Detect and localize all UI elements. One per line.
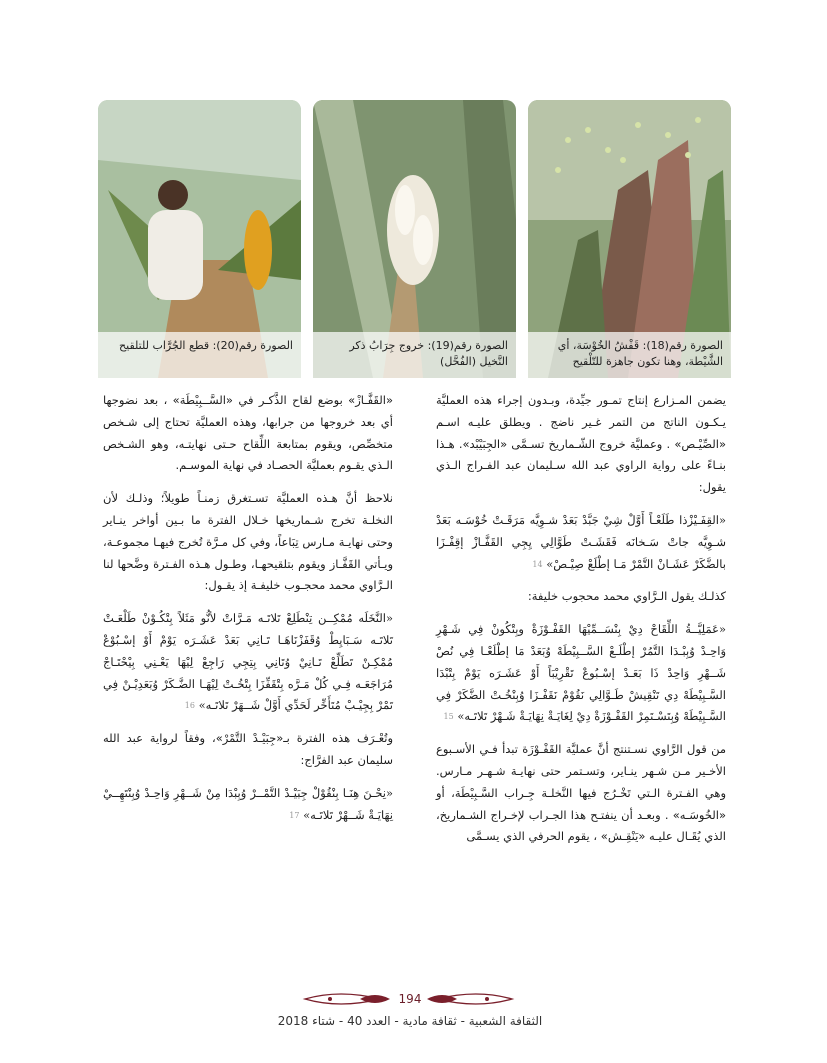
paragraph: وتُعْـرَف هذه الفترة بـ«جِبَيْـدْ التَّمْرْ»، وفقاً لرواية عبد الله سليمان عبد الفرَّاج: xyxy=(103,731,393,767)
quote-paragraph: «القِفَـيْزْذا طَلَعْـاً أَوَّلْ شِيْ جَبَّدْ بَعَدْ شـوِيَّه مَرَقَـتْ خُوْسَـه بَعَدْ شـوِيَّه جاتْ سَـخانَه فَقَشَـتْ طَوَّالِي يِجِي القَفَّـازْ إقِفْـزَا بالضَّكَرْ عَشَـانْ التَّمْرْ مَـا إطْلَعْ صِيْـصْ» $^{14}$ xyxy=(436,512,726,571)
photo-male-flower xyxy=(313,100,516,378)
photo-caption: الصورة رقم(20): قطع الجُرَّاب للتلقيح xyxy=(98,332,301,378)
quote-paragraph: «نِحْـنَ هِنَـا بِنْقُوْلْ جِبَيْـدْ التَّمْــرْ وُبِبْدَا مِنْ شَــهْرِ وَاحِـدْ وُبِنْتَهِــيْ نِهَايَـةْ شَــهْرْ تَلاتَـه» $^{17}$ xyxy=(103,785,393,822)
paragraph: «القَفَّـازْ» بوضع لقاح الذَّكـر في «السَّــبِيْطَة» ، بعد نضوجها أي بعد خروجها من جرابها، وهذه العمليَّة تحتاج إلى شـخص متخصِّص، ويقوم بمتابعة اللِّقاح حـتى نهايتـه، وهو الشـخص الـذي يقـوم بعمليَّة الحصـاد في نهاية الموسـم. xyxy=(103,393,393,473)
text-column-right xyxy=(436,390,726,859)
photo-caption: الصورة رقم(19): خروج جِرَابُ ذكر النَّخيل (الفُحَّل) xyxy=(313,332,516,378)
text-column-left xyxy=(103,390,393,837)
paragraph: يضمن المـزارع إنتاج تمـور جيِّدة، وبـدون إجراء هذه العمليَّة يـكـون الناتج من التمر غـير ناضج . ويطلق عليـه اسـم «الصِّيْـص» . وعمليَّة خروج الشّـماريخ تسـمَّى «الجِبَيْبْد». هـذا بنـاءً على رواية الراوي عبد الله سـليمان عبد الفـراج الـذي يقول: xyxy=(436,393,726,495)
quote-paragraph: «عَمَلِيَّــةُ اللِّقَاحْ دِيْ بِنْسَــمِّيْهَا القَفْـوْزَةْ وبِتْكُونْ فِي شَـهْرِ وَاحِـدْ وُبِبْـدَا التَّمُرْ إطْلَـعْ السَّــبِيْطَهْ وُبَعَدْ مَا إطْلَعْـا فِي نُصْ شَــهْرِ وَاحِدْ ذَا بَعَـدْ إسْـبُوعْ تَقْرِيْبَاً أَوْ عَشَـرَه يَوْمْ بِتْبْدَا السَّـبِيْطَهْ دِي تَنْقِيشْ طَـوَّالِي نَقُوْمْ نَقَفْـزَا وُبِنْخُـتْ الضَّكَرْ فِي السَّـبِيْطَهْ وُبِتَسْـتَمِرْ القَفْـوْزَةْ دِيْ لِغَايَـةْ نِهَايَـةْ شَـهْرْ تَلاتَـه» $^{15}$ xyxy=(436,622,726,724)
page-number: 194 xyxy=(398,992,422,1006)
photo-spathe xyxy=(528,100,731,378)
footnote-ref: 16 xyxy=(184,701,195,711)
paragraph: كذلـك يقول الـرَّاوي محمد محجوب خليفة: xyxy=(527,589,726,604)
paragraph: نلاحظ أنَّ هـذه العمليَّة تسـتغرق زمنـاً طويلاً؛ وذلـك لأن النخلـة تخرج شـماريخها خـلال الفترة ما بـين أواخر ينـاير وحتى نهايـة مـارس تِبَاعاً، وفي كل مـرَّة تُخرج فيهـا مجموعـة، ويـأتي القَفَّـاز ويقوم بتلقيحهـا، وطـول هـذه الفـترة وضَّحها لنا الـرَّاوي محمد محجـوب خليفـة إذ يقـول: xyxy=(103,491,393,593)
footnote-ref: 15 xyxy=(443,712,454,722)
footnote-ref: 14 xyxy=(532,559,543,569)
quote-paragraph: «النَّخَلَه مُمْكِــن تِنْطَلِعْ تَلاتَـه مَـرَّاتْ لأنُّو مَثَلاً بِتْكُـوْنْ طَلْعَـتْ تَلاتَـه سَـبَايِطْ وُقَفَزْنَاهَـا تَـانِي بَعَدْ عَشَـرَه يَوْمْ أَوْ إسْـبُوْعْ مُمْكِـنْ تَطَلِّعْ تَـانِيْ وُتَانِي بِتِجِي رَاجِعْ لِيْهَا يَعْـنِي بِيْحْتَـاجْ مُرَاجَعَـه فِـي كُلْ مَـرَّه بِتْقَفِّزَا بِتْخُـتْ لِيْهَـا الضَّـكَرْ وُبَعَدِيْـنْ فِي تَمْرْ بِجِيْـبْ مُتَأَخِّر لَحَدِّي أَوَّلْ شَــهَرْ تَلاتَـه» $^{16}$ xyxy=(103,611,393,713)
photo-caption: الصورة رقم(18): قَفْشُ الخُوْسَة، أي الشَّيْطة، وهنا تكون جاهزة للتّلْقيح xyxy=(528,332,731,378)
footnote-ref: 17 xyxy=(289,810,300,820)
photo-farmer xyxy=(98,100,301,378)
paragraph: من قول الرَّاوي نسـتنتج أنَّ عمليَّة القَفْـوْزَة تبدأ فـي الأسـبوع الأخـير مـن شـهر ينـاير، وتسـتمر حتى نهايـة شـهـر مـارس. وهي الفـترة الـتي تَخْـرُج فيها النَّخلـة جِـراب السَّـبِيْطَة، أو «الخُوسَـه» . وبعـد أن ينفتـح هذا الجـراب لإخـراج الشـماريخ، الذي يُقَـال عليـه «يَنْقِـش» ، يقوم الحرفي الذي يسـمَّى xyxy=(436,742,726,844)
publication-footer: الثقافة الشعبية - ثقافة مادية - العدد 40 - شتاء 2018 xyxy=(277,1014,543,1028)
